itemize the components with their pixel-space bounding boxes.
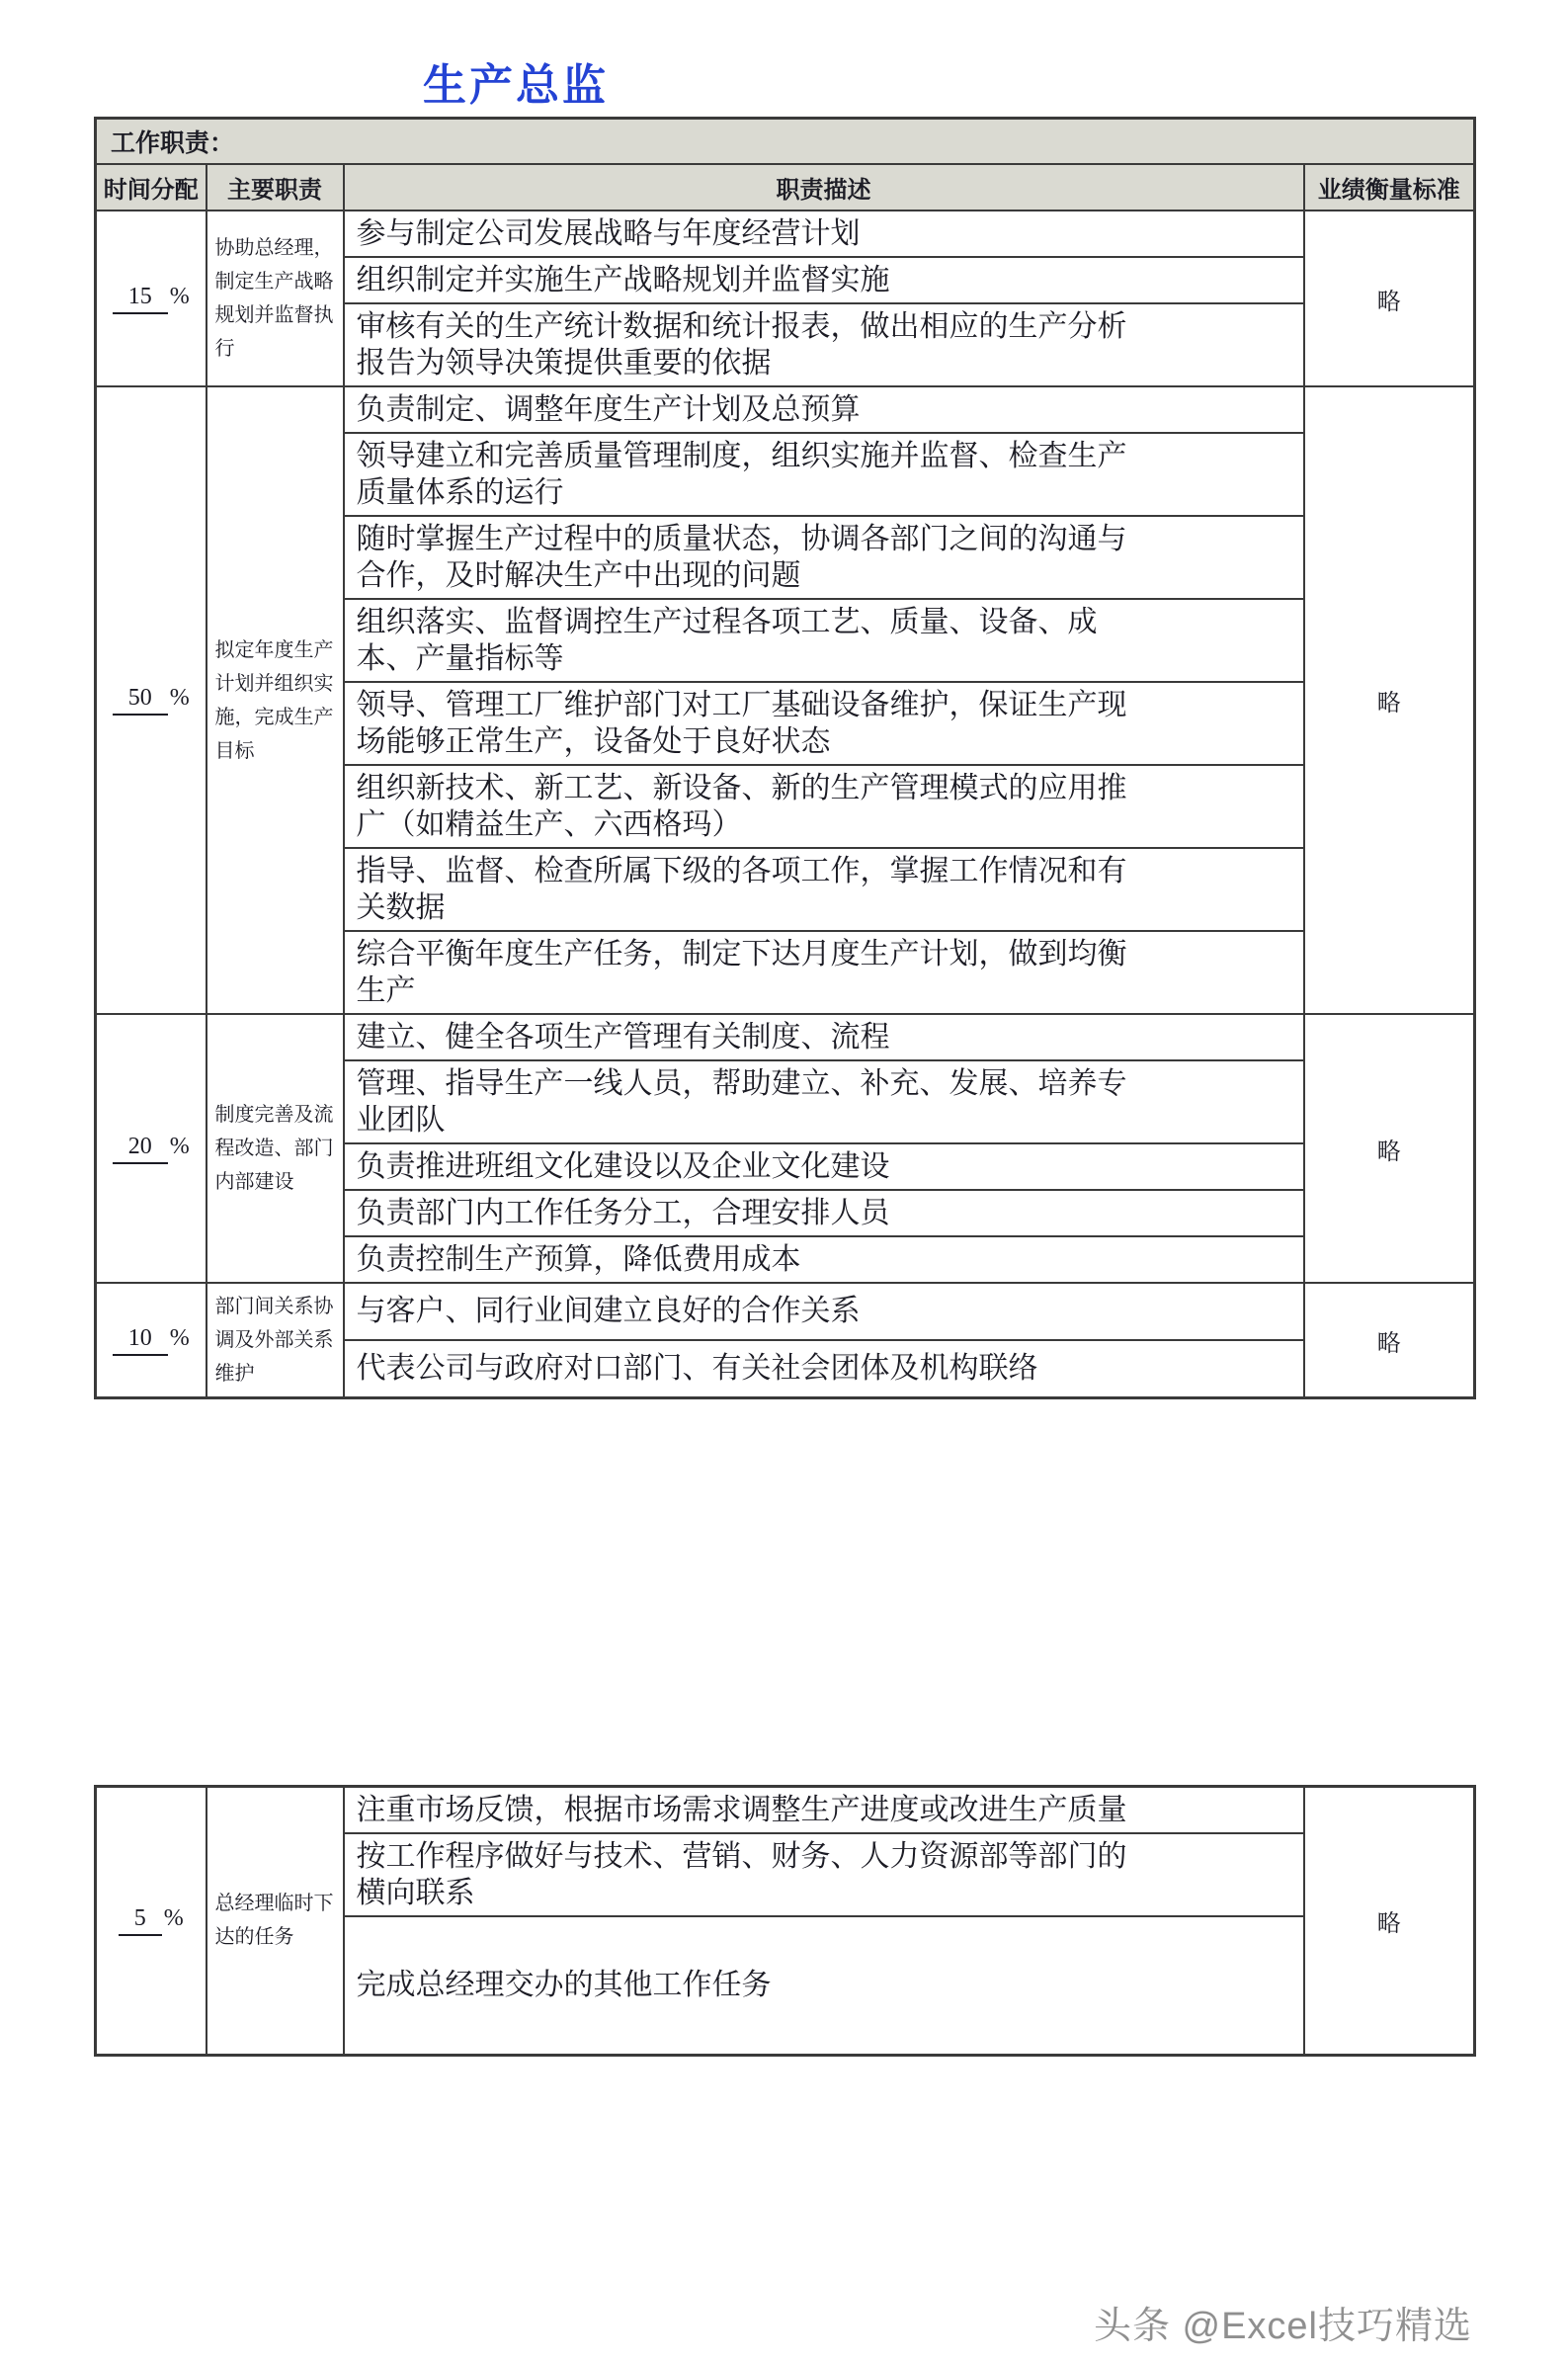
col-header-duty: 主要职责: [206, 164, 344, 211]
duty-description-cell: 代表公司与政府对口部门、有关社会团体及机构联络: [344, 1340, 1304, 1398]
time-allocation-cell: [96, 386, 206, 1014]
main-duty-cell: 制度完善及流程改造、部门内部建设: [206, 1014, 344, 1283]
duty-description-cell: 负责推进班组文化建设以及企业文化建设: [344, 1143, 1304, 1190]
duty-description-cell: 与客户、同行业间建立良好的合作关系: [344, 1283, 1304, 1340]
time-value: 10: [113, 1325, 168, 1356]
duty-description-cell: 组织新技术、新工艺、新设备、新的生产管理模式的应用推广（如精益生产、六西格玛）: [344, 765, 1304, 848]
duty-description-cell: 审核有关的生产统计数据和统计报表，做出相应的生产分析报告为领导决策提供重要的依据: [344, 303, 1304, 386]
table-row: [96, 386, 1475, 433]
table-title-row: [96, 119, 1475, 165]
main-duty-cell: 拟定年度生产计划并组织实施，完成生产目标: [206, 386, 344, 1014]
time-value: 5: [119, 1905, 162, 1936]
time-allocation-cell: [96, 1283, 206, 1398]
main-duty-cell: 部门间关系协调及外部关系维护: [206, 1283, 344, 1398]
table-row: [96, 1283, 1475, 1340]
time-unit: %: [169, 1133, 190, 1159]
time-unit: %: [169, 283, 190, 309]
duty-description-cell: 领导、管理工厂维护部门对工厂基础设备维护，保证生产现场能够正常生产，设备处于良好状态: [344, 682, 1304, 765]
page-title: 生产总监: [423, 61, 609, 110]
duty-description-cell: 注重市场反馈，根据市场需求调整生产进度或改进生产质量: [344, 1787, 1304, 1834]
duty-description-cell: 按工作程序做好与技术、营销、财务、人力资源部等部门的横向联系: [344, 1833, 1304, 1916]
watermark: 头条 @Excel技巧精选: [1093, 2306, 1472, 2347]
metric-cell: 略: [1304, 1014, 1475, 1283]
column-header-row: [96, 164, 1475, 211]
main-duty-cell: 总经理临时下达的任务: [206, 1787, 344, 2056]
duty-description-cell: 管理、指导生产一线人员，帮助建立、补充、发展、培养专业团队: [344, 1060, 1304, 1143]
metric-cell: 略: [1304, 1283, 1475, 1398]
main-duty-cell: 协助总经理，制定生产战略规划并监督执行: [206, 211, 344, 386]
duty-description-cell: 建立、健全各项生产管理有关制度、流程: [344, 1014, 1304, 1060]
time-value: 15: [113, 284, 168, 314]
table-title: 工作职责：: [96, 119, 1475, 165]
time-unit: %: [169, 1324, 190, 1351]
duty-description-cell: 组织落实、监督调控生产过程各项工艺、质量、设备、成本、产量指标等: [344, 599, 1304, 682]
duty-description-cell: 综合平衡年度生产任务，制定下达月度生产计划，做到均衡生产: [344, 931, 1304, 1014]
supplemental-duty-table: [94, 1785, 1476, 2057]
metric-cell: 略: [1304, 386, 1475, 1014]
time-unit: %: [163, 1904, 184, 1931]
time-unit: %: [169, 685, 190, 711]
duty-description-cell: 完成总经理交办的其他工作任务: [344, 1916, 1304, 2055]
col-header-metric: 业绩衡量标准: [1304, 164, 1475, 211]
table-row: [96, 211, 1475, 257]
metric-cell: 略: [1304, 211, 1475, 386]
table-row: [96, 1787, 1475, 1834]
col-header-description: 职责描述: [344, 164, 1304, 211]
duty-description-cell: 领导建立和完善质量管理制度，组织实施并监督、检查生产质量体系的运行: [344, 433, 1304, 516]
time-allocation-cell: [96, 1014, 206, 1283]
duty-description-cell: 负责控制生产预算，降低费用成本: [344, 1236, 1304, 1283]
col-header-time: 时间分配: [96, 164, 206, 211]
duty-description-cell: 随时掌握生产过程中的质量状态，协调各部门之间的沟通与合作，及时解决生产中出现的问题: [344, 516, 1304, 599]
time-allocation-cell: [96, 211, 206, 386]
duty-description-cell: 指导、监督、检查所属下级的各项工作，掌握工作情况和有关数据: [344, 848, 1304, 931]
metric-cell: 略: [1304, 1787, 1475, 2056]
time-allocation-cell: [96, 1787, 206, 2056]
duty-description-cell: 负责部门内工作任务分工，合理安排人员: [344, 1190, 1304, 1236]
duty-description-cell: 负责制定、调整年度生产计划及总预算: [344, 386, 1304, 433]
time-value: 20: [113, 1134, 168, 1164]
job-duty-table: [94, 117, 1476, 1399]
duty-description-cell: 组织制定并实施生产战略规划并监督实施: [344, 257, 1304, 303]
table-row: [96, 1014, 1475, 1060]
time-value: 50: [113, 685, 168, 716]
duty-description-cell: 参与制定公司发展战略与年度经营计划: [344, 211, 1304, 257]
